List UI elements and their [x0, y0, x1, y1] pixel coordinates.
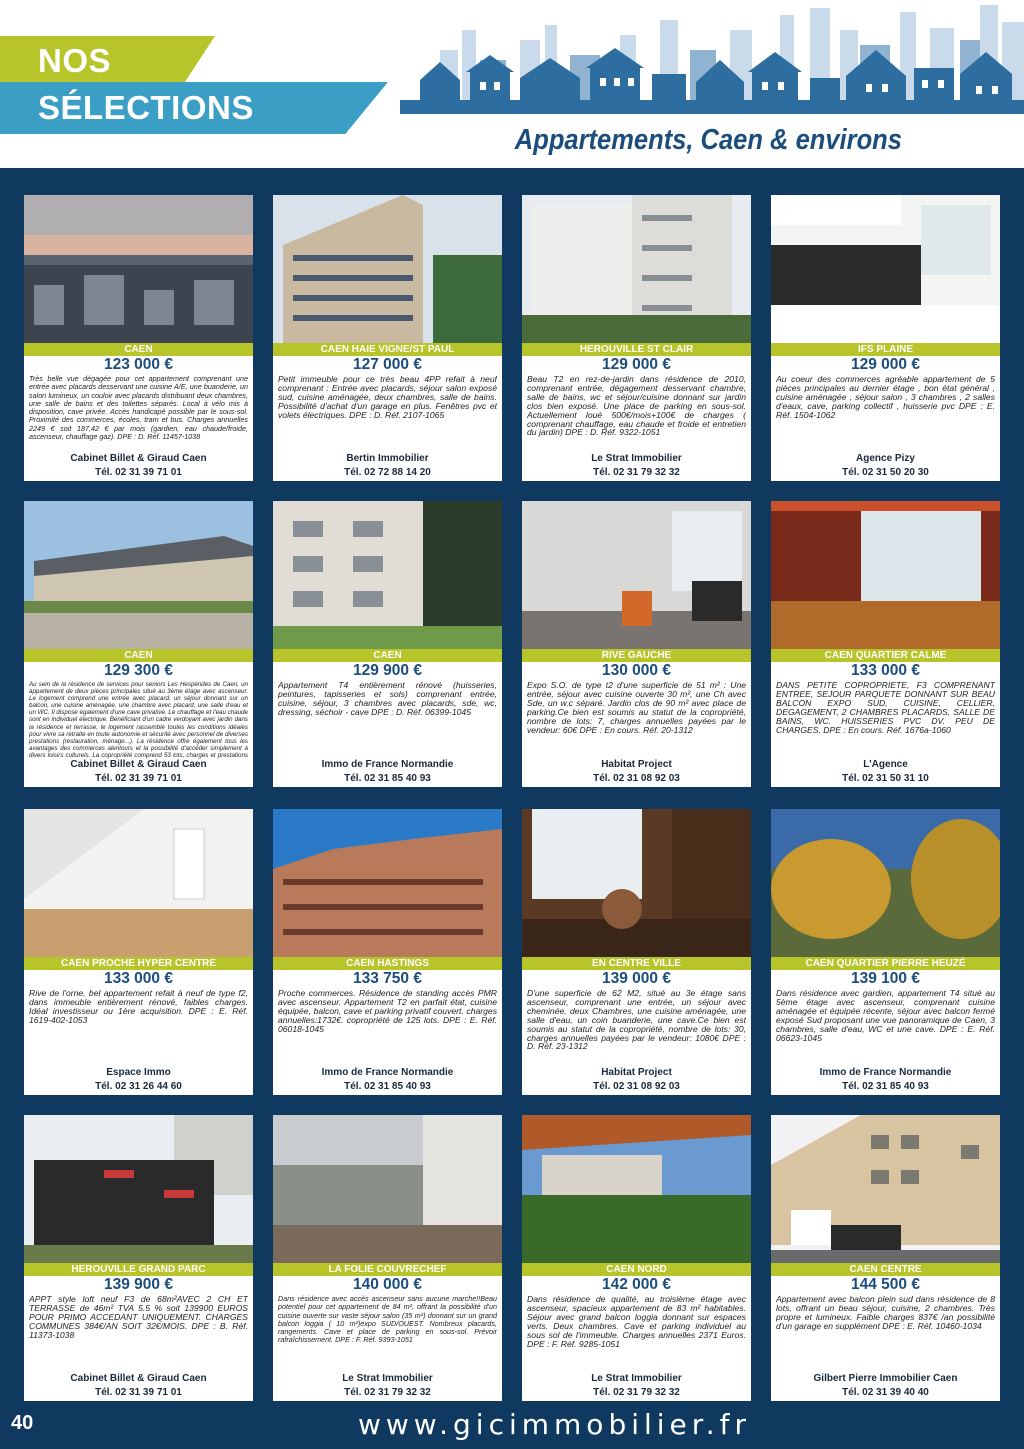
description: DANS PETITE COPROPRIETE, F3 COMPRENANT ENTREE, SEJOUR PARQUETE DONNANT SUR BEAU BALCON EXPO SUD, CUISINE, CELLIER, DEGAGEMENT, 2 CHAMBRES PLACARDS, SALLE DE BAINS, WC. HUISSERIES PVC DV. PEU DE CHARGES. DPE : En cours. Réf. 1676a-1060 — [776, 681, 995, 735]
agency-name: Bertin Immobilier — [346, 453, 429, 464]
location-band: CAEN NORD — [522, 1263, 751, 1276]
agency-name: Le Strat Immobilier — [342, 1373, 433, 1384]
price: 129 300 € — [104, 662, 173, 679]
listing-photo — [522, 809, 751, 957]
description: Très belle vue dégagée pour cet appartement comprenant une entrée avec placards desservant une cuisine A/E, une buanderie, un salon lumineux, un couloir avec placards distribuant deux chambres, une salle de bains et des toilettes séparés. Local à vélo mis à disposition, cave privée. Accès handicapé possible par le sous-sol. Proximité des commerces, écoles, tram et bus. Charges annuelles 2249 € soit 187,42 € par mois (gardien, eau chaude/froide, ascenseur, chauffage gaz). DPE : D. Réf. 11457-1038 — [29, 375, 248, 442]
price: 123 000 € — [104, 356, 173, 373]
agency-phone[interactable]: Tél. 02 31 39 40 40 — [842, 1387, 929, 1398]
agency-name: Cabinet Billet & Giraud Caen — [70, 1373, 207, 1384]
agency-name: Habitat Project — [601, 1067, 672, 1078]
agency-name: Le Strat Immobilier — [591, 453, 682, 464]
agency-name: Immo de France Normandie — [819, 1067, 952, 1078]
price: 140 000 € — [353, 1276, 422, 1293]
price: 127 000 € — [353, 356, 422, 373]
description: Appartement T4 entièrement rénové (huisseries, peintures, tapisseries et sols) comprenant entrée, cuisine, séjour, 3 chambres avec placards, sde, wc, dressing, séchoir - cave DPE : D. Réf. 06399-1045 — [278, 681, 497, 717]
listing-photo — [24, 809, 253, 957]
listing-photo — [273, 195, 502, 343]
location-band: CAEN PROCHE HYPER CENTRE — [24, 957, 253, 970]
listing-photo — [771, 1115, 1000, 1263]
agency-phone[interactable]: Tél. 02 31 39 71 01 — [95, 1387, 182, 1398]
location-band: CAEN HASTINGS — [273, 957, 502, 970]
price: 130 000 € — [602, 662, 671, 679]
agency-phone[interactable]: Tél. 02 72 88 14 20 — [344, 467, 431, 478]
listing-card[interactable] — [771, 195, 1000, 481]
agency-phone[interactable]: Tél. 02 31 08 92 03 — [593, 773, 680, 784]
price: 133 000 € — [851, 662, 920, 679]
price: 139 000 € — [602, 970, 671, 987]
listing-card[interactable] — [24, 809, 253, 1095]
price: 129 900 € — [353, 662, 422, 679]
location-band: CAEN — [273, 649, 502, 662]
agency-phone[interactable]: Tél. 02 31 39 71 01 — [95, 467, 182, 478]
location-band: CAEN QUARTIER PIERRE HEUZÉ — [771, 957, 1000, 970]
agency-name: Le Strat Immobilier — [591, 1373, 682, 1384]
listing-card[interactable] — [522, 1115, 751, 1401]
description: Rive de l'orne, bel appartement refait à neuf de type f2, dans immeuble entièrement rénové, faibles charges. Idéal investisseur ou 1ère acquisition. DPE : E. Réf. 1619-402-1053 — [29, 989, 248, 1025]
listing-card[interactable] — [273, 501, 502, 787]
agency-name: Agence Pizy — [856, 453, 915, 464]
listing-photo — [771, 501, 1000, 649]
description: Dans résidence de qualité, au troisième étage avec ascenseur, spacieux appartement de 83 m² habitables. Séjour avec grand balcon loggia donnant sur espaces verts. Deux chambres. Cave et parking individuel au sous sol de l'immeuble. Charges annuelles 2371 Euros. DPE : F. Réf. 9285-1051 — [527, 1295, 746, 1349]
description: Dans résidence avec gardien, appartement T4 situé au 5ème étage avec ascenseur, comprenant cuisine aménagée et équipée récente, séjour avec balcon fermé exposé Sud proposant une vue panoramique de Caen, 3 chambres, salle d'eau, WC et une cave. DPE : E. Réf. 06623-1045 — [776, 989, 995, 1043]
listing-photo — [24, 1115, 253, 1263]
location-band: LA FOLIE COUVRECHEF — [273, 1263, 502, 1276]
listing-card[interactable] — [522, 195, 751, 481]
agency-name: Gilbert Pierre Immobilier Caen — [813, 1373, 958, 1384]
description: Beau T2 en rez-de-jardin dans résidence de 2010, comprenant entrée, dégagement desservant chambre, salle de bains, wc et séjour/cuisine donnant sur jardin clos bien exposé. Une place de parking en sous-sol. Actuellement loué 500€/mois+100€ de charges ( comprenant chauffage, eau chaude et froide et entretien du jardin) DPE : D. Réf. 9322-1051 — [527, 375, 746, 438]
agency-phone[interactable]: Tél. 02 31 79 32 32 — [344, 1387, 431, 1398]
agency-name: Habitat Project — [601, 759, 672, 770]
description: Au sein de la résidence de services pour seniors Les Hespérides de Caen, un appartement de deux pièces principales situé au 3ème étage avec ascenseur. Le logement comprend une entrée avec placard, un séjour donnant sur un balcon, une cuisine aménagée, une chambre avec placard, une salle d'eau et un WC. Il dispose également d'une cave privative. Le chauffage et l'eau chaude sont en individuel électrique. Bénéficiant d'un cadre verdoyant avec jardin dans la résidence et terrasse, le logement rassemble toutes les conditions idéales pour vivre sa retraite en toute autonomie et sécurité avec personnel de diverses prestations (restauration, ménage...). La résidence offre également tous les avantages des commerces alentours et la possibilité d'accéder simplement à divers loisirs culturels. La copropriété comprend 53 lots, charges et prestations — [29, 681, 248, 759]
agency-phone[interactable]: Tél. 02 31 79 32 32 — [593, 1387, 680, 1398]
listing-photo — [522, 501, 751, 649]
listing-grid — [24, 195, 1000, 1405]
listing-photo — [522, 195, 751, 343]
location-band: CAEN — [24, 649, 253, 662]
page-header — [0, 0, 1024, 168]
agency-phone[interactable]: Tél. 02 31 50 31 10 — [842, 773, 929, 784]
listing-card[interactable] — [522, 501, 751, 787]
listing-photo — [273, 501, 502, 649]
agency-name: Espace Immo — [106, 1067, 171, 1078]
agency-phone[interactable]: Tél. 02 31 85 40 93 — [842, 1081, 929, 1092]
listing-photo — [771, 809, 1000, 957]
location-band: CAEN CENTRE — [771, 1263, 1000, 1276]
agency-name: Immo de France Normandie — [321, 759, 454, 770]
location-band: CAEN HAIE VIGNE/ST PAUL — [273, 343, 502, 356]
listing-card[interactable] — [771, 1115, 1000, 1401]
description: Au coeur des commerces agréable appartement de 5 pièces principales au dernier étage , bon état général , cuisine aménagée , séjour salon , 3 chambres , 2 salles d'eaux, cave, parking collectif , huisserie pvc DPE : E. Réf. 1504-1062 — [776, 375, 995, 420]
price: 142 000 € — [602, 1276, 671, 1293]
description: Proche commerces. Résidence de standing accès PMR avec ascenseur. Appartement T2 en parfait état, cuisine équipée, balcon, cave et parking privatif couvert. charges annuelles:1732€. copropriété de 125 lots. DPE : E. Réf. 06018-1045 — [278, 989, 497, 1034]
agency-phone[interactable]: Tél. 02 31 39 71 01 — [95, 773, 182, 784]
agency-name: Immo de France Normandie — [321, 1067, 454, 1078]
tag-title-line2: SÉLECTIONS — [38, 89, 254, 126]
city-skyline-graphic — [400, 0, 1024, 132]
description: Dans résidence avec accès ascenseur sans aucune marche!!Beau potentiel pour cet appartement de 84 m², offrant la possibilité d'un cuisine ouverte sur vaste séjour salon (35 m²) donnant sur un grand balcon loggia ( 10 m²)expo SUD/OUEST. Nombreux placards, rangements. Cave et place de parking en sous-sol. Prévoir rafraîchissement. DPE : F. Réf. 9393-1051 — [278, 1295, 497, 1345]
listing-photo — [522, 1115, 751, 1263]
description: Expo S.O. de type t2 d'une superficie de 51 m² : Une entrée, séjour avec cuisine ouverte 30 m², une Ch avec Sde, un w.c séparé. Jardin clos de 90 m² avec place de parking.Ce bien est soumis au statut de la copropriété, nombre de lots: 7, charges annuelles payées par le vendeur: 60€ DPE : En cours. Réf. 20-1312 — [527, 681, 746, 735]
listing-card[interactable] — [273, 809, 502, 1095]
location-band: HEROUVILLE GRAND PARC — [24, 1263, 253, 1276]
agency-name: Cabinet Billet & Giraud Caen — [70, 453, 207, 464]
agency-name: L'Agence — [863, 759, 908, 770]
location-band: HEROUVILLE ST CLAIR — [522, 343, 751, 356]
price: 139 900 € — [104, 1276, 173, 1293]
description: APPT style loft neuf F3 de 68m²AVEC 2 CH ET TERRASSE de 46m² TVA 5.5 % soit 139900 EUROS POUR PRIMO ACCEDANT UNIQUEMENT. CHARGES COMMUNES 384€/AN SOIT 32€/MOIS. DPE : B. Réf. 11373-1038 — [29, 1295, 248, 1340]
listing-card[interactable] — [522, 809, 751, 1095]
listing-card[interactable] — [273, 1115, 502, 1401]
agency-name: Cabinet Billet & Giraud Caen — [70, 759, 207, 770]
listing-card[interactable] — [24, 195, 253, 481]
price: 129 000 € — [602, 356, 671, 373]
page-number: 40 — [11, 1412, 34, 1434]
price: 129 000 € — [851, 356, 920, 373]
agency-phone[interactable]: Tél. 02 31 08 92 03 — [593, 1081, 680, 1092]
website-link[interactable]: www.gicimmobilier.fr — [358, 1408, 751, 1441]
price: 133 750 € — [353, 970, 422, 987]
listing-photo — [771, 195, 1000, 343]
listing-card[interactable] — [24, 501, 253, 787]
tag-title-line1: NOS — [38, 42, 112, 79]
listing-photo — [273, 809, 502, 957]
page-subtitle: Appartements, Caen & environs — [514, 124, 902, 156]
listing-photo — [24, 195, 253, 343]
agency-phone[interactable]: Tél. 02 31 50 20 30 — [842, 467, 929, 478]
listing-card[interactable] — [771, 809, 1000, 1095]
listing-card[interactable] — [771, 501, 1000, 787]
agency-phone[interactable]: Tél. 02 31 26 44 60 — [95, 1081, 182, 1092]
location-band: RIVE GAUCHE — [522, 649, 751, 662]
agency-phone[interactable]: Tél. 02 31 85 40 93 — [344, 1081, 431, 1092]
agency-phone[interactable]: Tél. 02 31 79 32 32 — [593, 467, 680, 478]
listing-card[interactable] — [273, 195, 502, 481]
listing-photo — [24, 501, 253, 649]
price: 133 000 € — [104, 970, 173, 987]
location-band: CAEN — [24, 343, 253, 356]
location-band: CAEN QUARTIER CALME — [771, 649, 1000, 662]
price: 139 100 € — [851, 970, 920, 987]
price: 144 500 € — [851, 1276, 920, 1293]
description: Appartement avec balcon plein sud dans résidence de 8 lots, offrant un beau séjour, cuisine, 2 chambres. Très propre et lumineux. Faible charges 837€ /an possibilité d'un garage en supplément DPE : E. Réf. 10460-1034 — [776, 1295, 995, 1331]
description: Petit immeuble pour ce très beau 4PP refait à neuf comprenant : Entrée avec placards, séjour salon exposé sud, cuisine aménagée, deux chambres, salle de bains. Possibilité d'achat d'un garage en plus. Fenêtres pvc et volets électriques. DPE : D. Réf. 2107-1065 — [278, 375, 497, 420]
listing-photo — [273, 1115, 502, 1263]
listing-card[interactable] — [24, 1115, 253, 1401]
agency-phone[interactable]: Tél. 02 31 85 40 93 — [344, 773, 431, 784]
description: D'une superficie de 62 M2, situé au 3e étage sans ascenseur, comprenant une entrée, un séjour avec cheminée, deux Chambres, une cuisine aménagée, une salle d'eau, un coin buanderie, une cave.Ce bien est soumis au statut de la copropriété, nombre de lots: 30, charges annuelles payées par le vendeur: 1080€ DPE : D. Réf. 23-1312 — [527, 989, 746, 1052]
location-band: IFS PLAINE — [771, 343, 1000, 356]
location-band: EN CENTRE VILLE — [522, 957, 751, 970]
